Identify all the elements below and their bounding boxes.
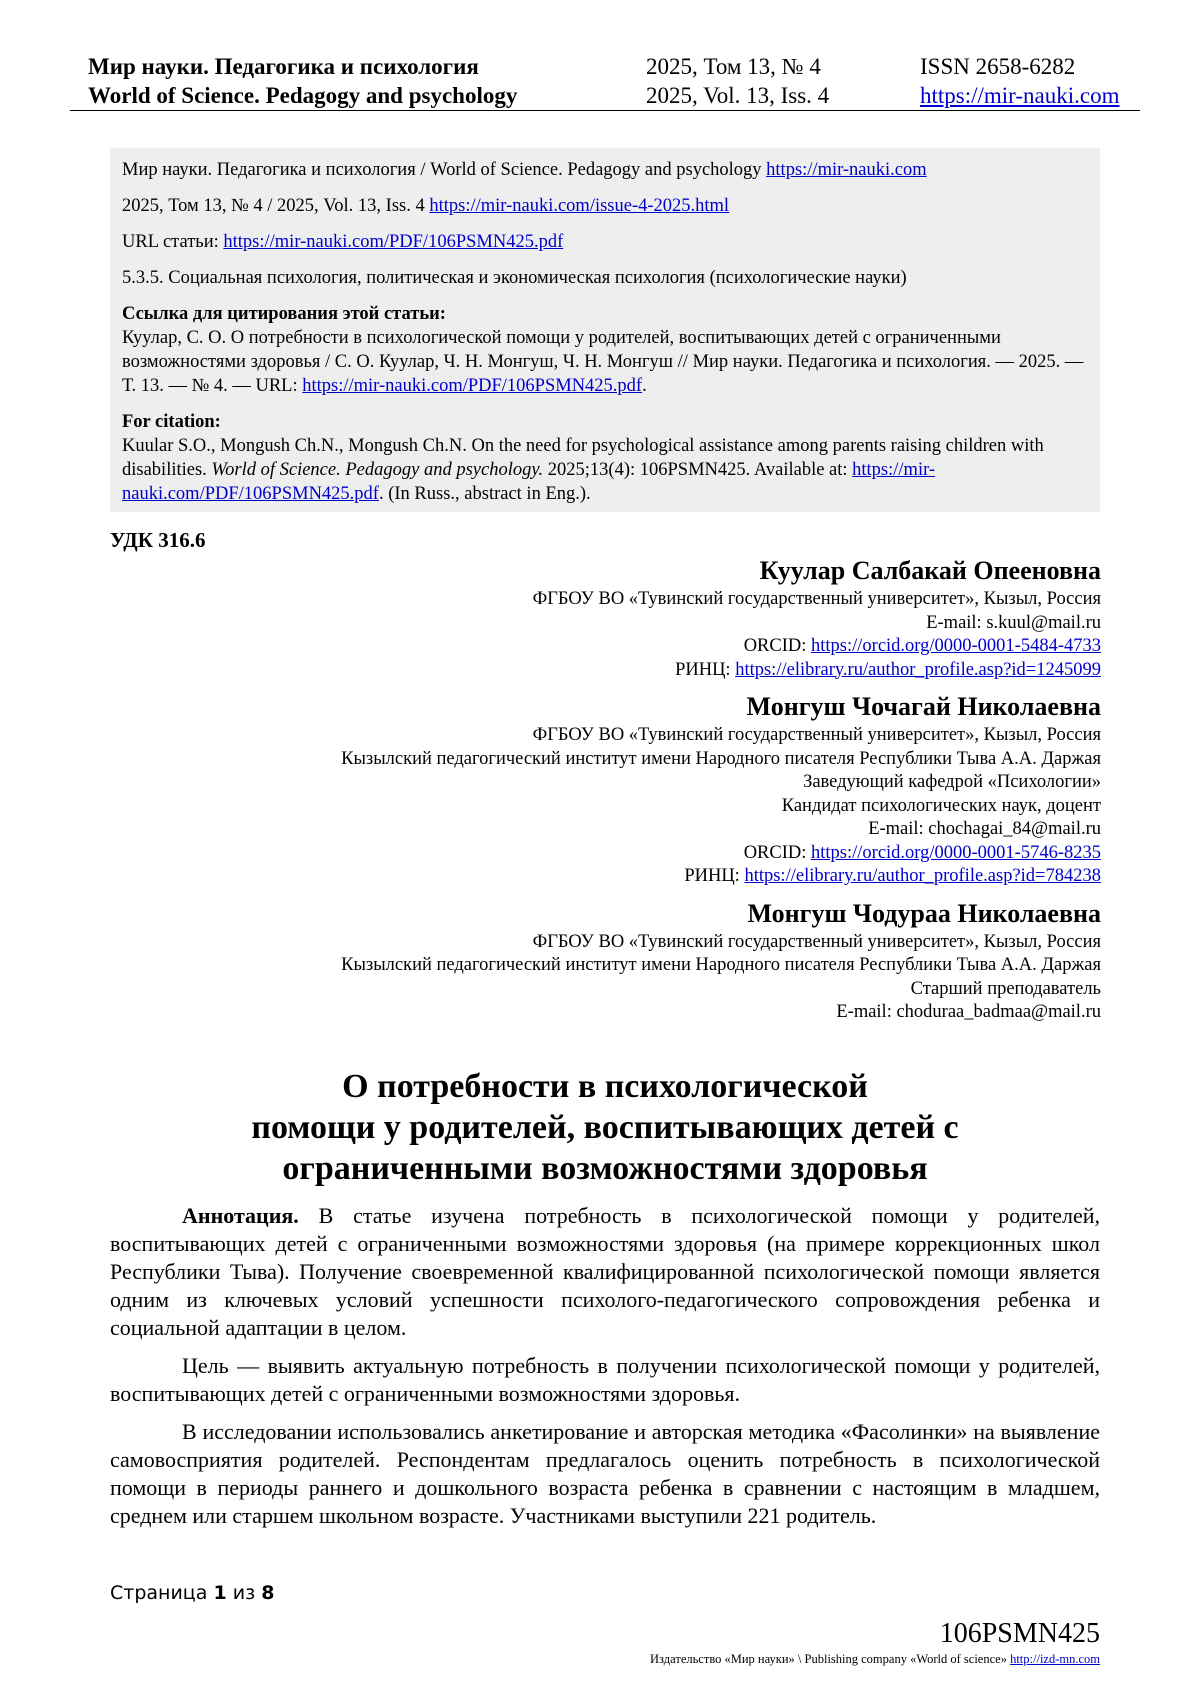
orcid-link[interactable]: https://orcid.org/0000-0001-5746-8235: [811, 842, 1101, 863]
rinc-link[interactable]: https://elibrary.ru/author_profile.asp?id=1245099: [735, 659, 1101, 680]
issue-link[interactable]: https://mir-nauki.com/issue-4-2025.html: [429, 196, 730, 216]
abstract: [110, 1202, 1100, 1540]
citation-en: For citation: Kuular S.O., Mongush Ch.N., Mongush Ch.N. On the need for psychological assistance among parents raising children with disabilities. World of Science. Pedagogy and psychology. 2025;13(4): 106PSMN425. Available at: https://mir-nauki.com/PDF/106PSMN425.pdf. (In Russ., abstract in Eng.).: [122, 412, 1044, 504]
author-rinc: РИНЦ: https://elibrary.ru/author_profile.asp?id=784238: [684, 866, 1101, 886]
article-url-line: URL статьи: https://mir-nauki.com/PDF/106PSMN425.pdf: [122, 232, 564, 252]
article-url-link[interactable]: https://mir-nauki.com/PDF/106PSMN425.pdf: [223, 232, 564, 252]
author-orcid: ORCID: https://orcid.org/0000-0001-5484-4733: [743, 636, 1101, 656]
abstract-paragraph: Аннотация. В статье изучена потребность в психологической помощи у родителей, воспитывающих детей с ограниченными возможностями здоровья (на примере коррекционных школ Республики Тыва). Получение своевременной квалифицированной психологической помощи является одним из ключевых условий успешности психолого-педагогического сопровождения ребенка и социальной адаптации в целом.: [110, 1203, 1100, 1340]
author-email: E-mail: chochagai_84@mail.ru: [868, 819, 1101, 839]
journal-link[interactable]: https://mir-nauki.com: [766, 160, 927, 180]
running-header: [70, 48, 1140, 111]
author-affiliation: ФГБОУ ВО «Тувинский государственный университет», Кызыл, Россия: [532, 931, 1101, 952]
rinc-link[interactable]: https://elibrary.ru/author_profile.asp?id=784238: [744, 866, 1101, 886]
author-orcid: ORCID: https://orcid.org/0000-0001-5746-8235: [743, 842, 1101, 863]
author-email: E-mail: s.kuul@mail.ru: [926, 612, 1101, 633]
citation-en-journal: World of Science. Pedagogy and psychology.: [211, 460, 544, 480]
author-name: Монгуш Чочагай Николаевна: [746, 692, 1101, 721]
specialty-line: 5.3.5. Социальная психология, политическая и экономическая психология (психологические науки): [122, 268, 907, 288]
author-name: Куулар Салбакай Опееновна: [759, 556, 1101, 585]
abstract-paragraph: В исследовании использовались анкетирование и авторская методика «Фасолинки» на выявление самовосприятия родителей. Респондентам предлагалось оценить потребность в психологической помощи в периоды раннего и дошкольного возраста ребенка в сравнении с настоящим в младшем, среднем или старшем школьном возрасте. Участниками выступили 221 родитель.: [110, 1419, 1100, 1528]
abstract-paragraph: Цель — выявить актуальную потребность в получении психологической помощи у родителей, воспитывающих детей с ограниченными возможностями здоровья.: [110, 1353, 1100, 1406]
citation-en-label: For citation:: [122, 412, 221, 432]
article-code: 106PSMN425: [939, 1618, 1100, 1649]
issue-ru: 2025, Том 13, № 4: [646, 54, 821, 79]
journal-title-en: World of Science. Pedagogy and psychology: [88, 83, 518, 108]
author-rinc: РИНЦ: https://elibrary.ru/author_profile.asp?id=1245099: [675, 659, 1101, 680]
author-name: Монгуш Чодураа Николаевна: [747, 898, 1101, 928]
citation-en-link[interactable]: https://mir-nauki.com/PDF/106PSMN425.pdf: [122, 460, 936, 504]
author-affiliation: ФГБОУ ВО «Тувинский государственный университет», Кызыл, Россия: [532, 725, 1101, 745]
citation-info-box: [110, 148, 1100, 512]
issue-en: 2025, Vol. 13, Iss. 4: [646, 83, 830, 108]
issue-line: 2025, Том 13, № 4 / 2025, Vol. 13, Iss. 4 https://mir-nauki.com/issue-4-2025.html: [122, 196, 730, 216]
author-position: Заведующий кафедрой «Психологии»: [803, 772, 1101, 792]
author-affiliation: Кызылский педагогический институт имени Народного писателя Республики Тыва А.А. Даржая: [341, 748, 1101, 769]
author-position: Старший преподаватель: [910, 978, 1101, 999]
udk-code: УДК 316.6: [110, 528, 206, 552]
page-number: Страница 1 из 8: [110, 1582, 275, 1604]
author-list: [200, 554, 1101, 1025]
author-degree: Кандидат психологических наук, доцент: [781, 795, 1101, 816]
author-affiliation: Кызылский педагогический институт имени Народного писателя Республики Тыва А.А. Даржая: [341, 955, 1101, 975]
article-title: О потребности в психологической помощи у родителей, воспитывающих детей с ограниченными возможностями здоровья: [251, 1068, 959, 1187]
orcid-link[interactable]: https://orcid.org/0000-0001-5484-4733: [811, 636, 1101, 656]
author-affiliation: ФГБОУ ВО «Тувинский государственный университет», Кызыл, Россия: [532, 589, 1101, 609]
citation-ru-link[interactable]: https://mir-nauki.com/PDF/106PSMN425.pdf: [302, 376, 643, 396]
publisher-link[interactable]: http://izd-mn.com: [1010, 1652, 1100, 1666]
citation-ru-label: Ссылка для цитирования этой статьи:: [122, 304, 446, 324]
journal-site-link[interactable]: https://mir-nauki.com: [920, 83, 1120, 108]
abstract-label: Аннотация.: [182, 1203, 299, 1228]
journal-line: Мир науки. Педагогика и психология / World of Science. Pedagogy and psychology https://mir-nauki.com: [122, 160, 927, 180]
journal-title-ru: Мир науки. Педагогика и психология: [88, 54, 479, 79]
issn: ISSN 2658-6282: [920, 54, 1076, 79]
author-email: E-mail: choduraa_badmaa@mail.ru: [836, 1002, 1101, 1022]
citation-ru-text: Куулар, С. О. О потребности в психологической помощи у родителей, воспитывающих детей с ограниченными возможностями здоровья / С. О. Куулар, Ч. Н. Монгуш, Ч. Н. Монгуш // Мир науки. Педагогика и психология. — 2025. — Т. 13. — № 4. — URL:: [122, 328, 1084, 396]
citation-ru: Ссылка для цитирования этой статьи: Куулар, С. О. О потребности в психологической помощи у родителей, воспитывающих детей с ограниченными возможностями здоровья / С. О. Куулар, Ч. Н. Монгуш, Ч. Н. Монгуш // Мир науки. Педагогика и психология. — 2025. — Т. 13. — № 4. — URL: https://mir-nauki.com/PDF/106PSMN425.pdf.: [122, 304, 1084, 396]
publisher-line: Издательство «Мир науки» \ Publishing company «World of science» http://izd-mn.com: [650, 1652, 1100, 1666]
